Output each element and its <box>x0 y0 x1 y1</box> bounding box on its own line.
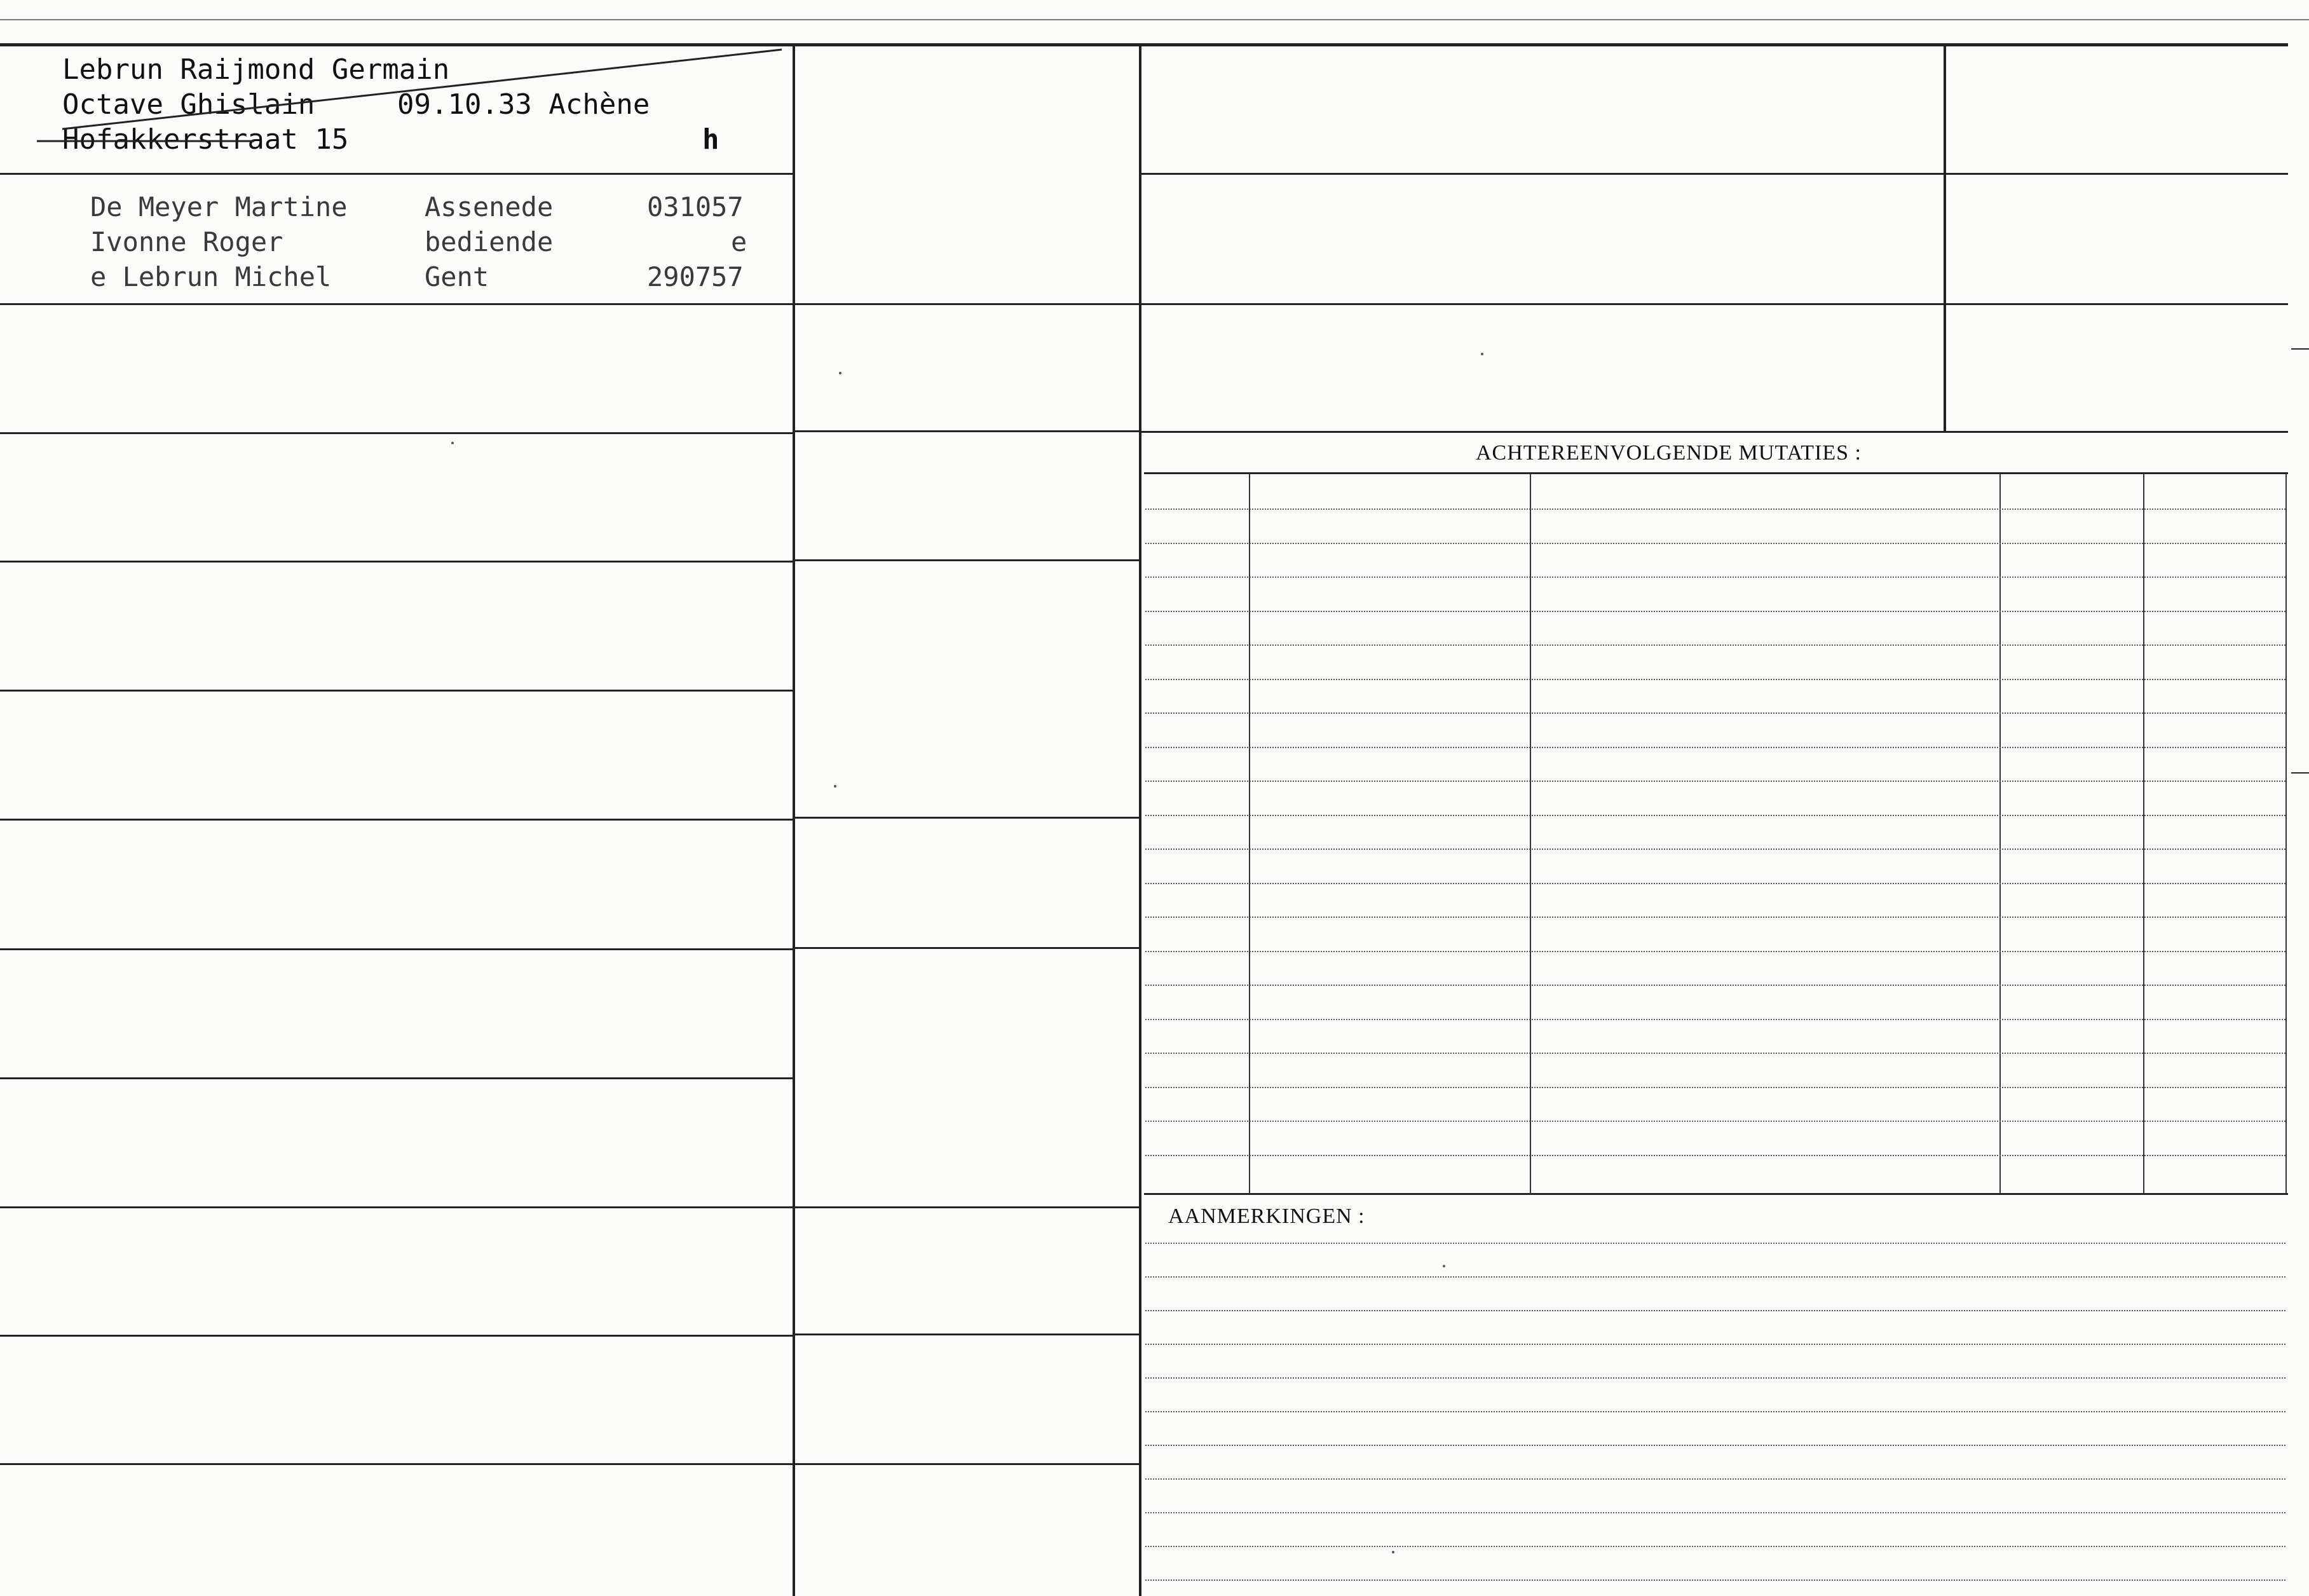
ruled-line <box>1145 1243 2285 1244</box>
right-row-line <box>1141 431 2288 433</box>
ruled-line <box>1145 1053 2285 1054</box>
family-date: e <box>731 226 747 257</box>
ruled-line <box>1145 917 2285 918</box>
ruled-line <box>1145 1121 2285 1122</box>
ruled-line <box>1145 1546 2285 1547</box>
ruled-line <box>1145 1276 2285 1278</box>
family-name: e Lebrun Michel <box>90 261 332 292</box>
aanmerkingen-title: AANMERKINGEN : <box>1168 1204 1365 1228</box>
ruled-line <box>1145 1411 2285 1412</box>
head-mark: h <box>702 123 719 156</box>
family-name: Ivonne Roger <box>90 226 283 257</box>
mutaties-col-line <box>1999 474 2001 1194</box>
ruled-line <box>1145 508 2285 510</box>
ruled-line <box>1145 1512 2285 1513</box>
row-line <box>0 690 794 692</box>
mutaties-col-line <box>2285 474 2287 1194</box>
mutaties-bottom-line <box>1144 1193 2288 1195</box>
head-address: Hofakkerstraat 15 <box>62 123 349 156</box>
middle-row-line <box>794 1206 1140 1208</box>
ruled-line <box>1145 576 2285 578</box>
scan-speck <box>834 785 836 788</box>
middle-row-line <box>794 947 1140 949</box>
scan-speck <box>839 372 841 374</box>
row-line <box>0 303 794 305</box>
family-place: Gent <box>425 261 489 292</box>
ruled-line <box>1145 1019 2285 1020</box>
right-row-line <box>1141 303 2288 305</box>
mutaties-title: ACHTEREENVOLGENDE MUTATIES : <box>1476 441 1862 465</box>
mutaties-col-line <box>1530 474 1531 1194</box>
scan-speck <box>1443 1265 1445 1267</box>
ruled-line <box>1145 1155 2285 1156</box>
margin-tick <box>2291 772 2309 774</box>
middle-row-line <box>794 1333 1140 1335</box>
row-line <box>0 561 794 563</box>
ruled-line <box>1145 1579 2285 1581</box>
ruled-line <box>1145 883 2285 884</box>
middle-row-line <box>794 303 1140 305</box>
head-name-line1: Lebrun Raijmond Germain <box>62 53 450 86</box>
ruled-line <box>1145 781 2285 782</box>
head-name-line2: Octave Ghislain <box>62 88 315 121</box>
ruled-line <box>1145 1445 2285 1446</box>
column-divider-right-top <box>1944 44 1946 431</box>
middle-row-line <box>794 430 1140 432</box>
row-line <box>0 173 794 175</box>
right-row-line <box>1141 173 2288 175</box>
ruled-line <box>1145 679 2285 680</box>
ruled-line <box>1145 1344 2285 1345</box>
strike-lines <box>0 0 801 165</box>
ruled-line <box>1145 985 2285 986</box>
middle-row-line <box>794 559 1140 561</box>
family-date: 290757 <box>647 261 744 292</box>
head-birth: 09.10.33 Achène <box>397 88 650 121</box>
margin-tick <box>2291 348 2309 350</box>
row-line <box>0 1463 794 1465</box>
mutaties-col-line <box>2143 474 2144 1194</box>
ruled-line <box>1145 747 2285 748</box>
family-date: 031057 <box>647 191 744 222</box>
mutaties-top-line <box>1144 472 2288 474</box>
middle-row-line <box>794 1463 1140 1465</box>
scan-speck <box>451 442 454 444</box>
ruled-line <box>1145 849 2285 850</box>
family-place: bediende <box>425 226 554 257</box>
middle-row-line <box>794 817 1140 819</box>
ruled-line <box>1145 1087 2285 1088</box>
ruled-line <box>1145 713 2285 714</box>
row-line <box>0 1335 794 1337</box>
row-line <box>0 948 794 950</box>
family-place: Assenede <box>425 191 554 222</box>
ruled-line <box>1145 645 2285 646</box>
ruled-line <box>1145 1478 2285 1480</box>
ruled-line <box>1145 543 2285 544</box>
row-line <box>0 1206 794 1208</box>
scan-speck <box>1481 353 1483 355</box>
row-line <box>0 1077 794 1079</box>
ruled-line <box>1145 611 2285 612</box>
family-name: De Meyer Martine <box>90 191 348 222</box>
ruled-line <box>1145 951 2285 952</box>
ruled-line <box>1145 1310 2285 1311</box>
scan-speck <box>1392 1551 1394 1553</box>
row-line <box>0 819 794 821</box>
mutaties-col-line <box>1249 474 1250 1194</box>
column-divider-middle <box>1139 44 1141 1596</box>
ruled-line <box>1145 1377 2285 1379</box>
row-line <box>0 432 794 434</box>
ruled-line <box>1145 815 2285 816</box>
